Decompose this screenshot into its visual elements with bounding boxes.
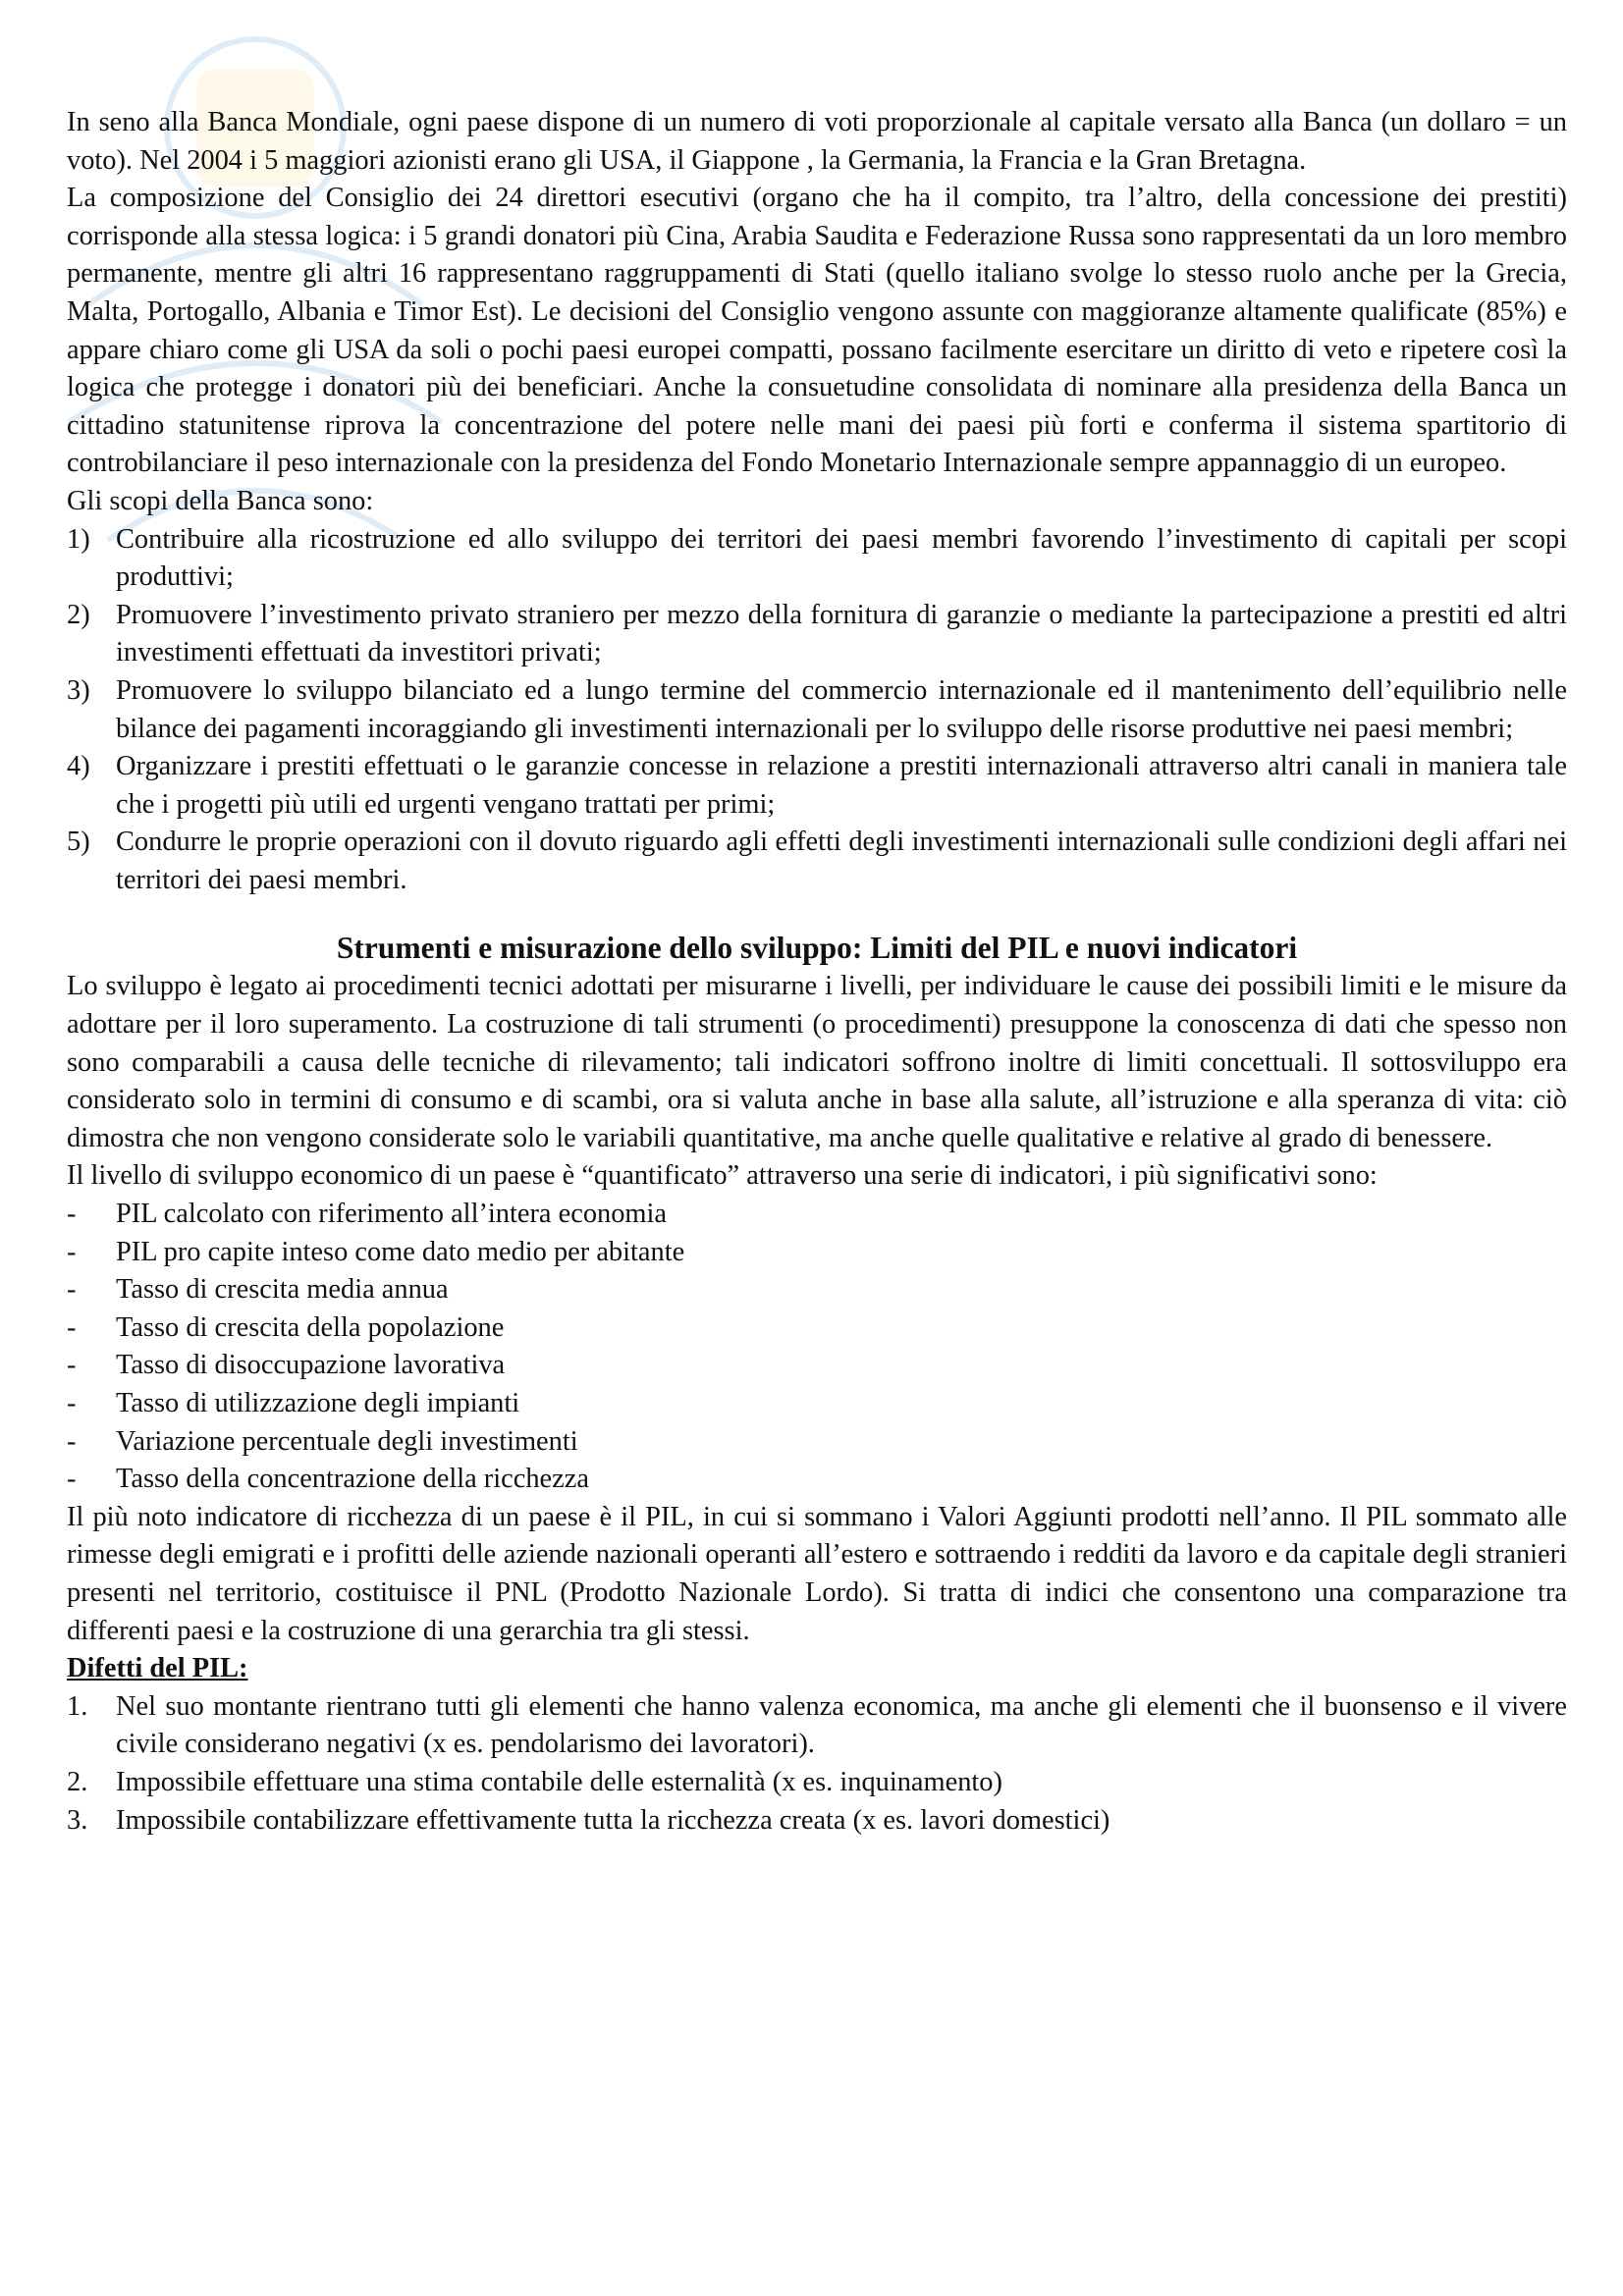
list-marker: - (67, 1425, 77, 1457)
list-marker: 1) (67, 523, 90, 555)
list-item-text: Tasso di crescita della popolazione (116, 1311, 505, 1343)
list-item-text: Nel suo montante rientrano tutti gli elementi che hanno valenza economica, ma anche gli elementi che il buonsenso e il vivere civile considerano negativi (x es. pendolarismo dei lavoratori). (116, 1690, 1567, 1760)
list-item (67, 1688, 1567, 1764)
list-marker: 2. (67, 1766, 88, 1797)
list-marker: 4) (67, 751, 90, 782)
list-item (67, 1764, 1567, 1802)
list-item (67, 672, 1567, 748)
list-marker: 3) (67, 674, 90, 706)
list-marker: 3. (67, 1804, 88, 1836)
list-item (67, 1385, 1567, 1423)
paragraph-indicatori-intro: Il livello di sviluppo economico di un paese è “quantificato” attraverso una serie di indicatori, i più significativi sono: (67, 1160, 1378, 1192)
list-item-text: Promuovere lo sviluppo bilanciato ed a lungo termine del commercio internazionale ed il mantenimento dell’equilibrio nelle bilance dei pagamenti incoraggiando gli investimenti internazionali per lo sviluppo delle risorse produttive nei paesi membri; (116, 674, 1567, 744)
list-item-text: Impossibile effettuare una stima contabile delle esternalità (x es. inquinamento) (116, 1766, 1002, 1797)
paragraph-pil: Il più noto indicatore di ricchezza di un paese è il PIL, in cui si sommano i Valori Aggiunti prodotti nell’anno. Il PIL sommato alle rimesse degli emigrati e i profitti delle aziende nazionali operanti all’estero e sottraendo i redditi da lavoro e da capitale degli stranieri presenti nel territorio, costituisce il PNL (Prodotto Nazionale Lordo). Si tratta di indici che consentono una comparazione tra differenti paesi e la costruzione di una gerarchia tra gli stessi. (67, 1501, 1567, 1646)
list-item-text: PIL calcolato con riferimento all’intera economia (116, 1199, 667, 1230)
list-item (67, 1347, 1567, 1385)
list-item (67, 1309, 1567, 1348)
paragraph-sviluppo: Lo sviluppo è legato ai procedimenti tecnici adottati per misurarne i livelli, per individuare le cause dei possibili limiti e le misure da adottare per il loro superamento. La costruzione di tali strumenti (o procedimenti) presuppone la conoscenza di dati che spesso non sono comparabili a causa delle tecniche di rilevamento; tali indicatori soffrono inoltre di limiti concettuali. Il sottosviluppo era considerato solo in termini di consumo e di scambi, ora si valuta anche in base alla salute, all’istruzione e alla speranza di vita: ciò dimostra che non vengono considerate solo le variabili quantitative, ma anche quelle qualitative e relative al grado di benessere. (67, 971, 1567, 1153)
list-item (67, 1802, 1567, 1841)
list-item-text: Impossibile contabilizzare effettivamente tutta la ricchezza creata (x es. lavori domestici) (116, 1804, 1110, 1836)
list-item-text: Organizzare i prestiti effettuati o le garanzie concesse in relazione a prestiti internazionali attraverso altri canali in maniera tale che i progetti più utili ed urgenti vengano trattati per primi; (116, 751, 1567, 820)
list-item-text: Variazione percentuale degli investimenti (116, 1425, 578, 1457)
list-marker: 5) (67, 827, 90, 858)
list-marker: 1. (67, 1690, 88, 1722)
list-item-text: Condurre le proprie operazioni con il dovuto riguardo agli effetti degli investimenti internazionali sulle condizioni degli affari nei territori dei paesi membri. (116, 827, 1567, 895)
list-item-text: Tasso di utilizzazione degli impianti (116, 1388, 520, 1418)
paragraph-consiglio: La composizione del Consiglio dei 24 direttori esecutivi (organo che ha il compito, tra l’altro, della concessione dei prestiti) corrisponde alla stessa logica: i 5 grandi donatori più Cina, Arabia Saudita e Federazione Russa sono rappresentati da un loro membro permanente, mentre gli altri 16 rappresentano raggruppamenti di Stati (quello italiano svolge lo stesso ruolo anche per la Grecia, Malta, Portogallo, Albania e Timor Est). Le decisioni del Consiglio vengono assunte con maggioranze altamente qualificate (85%) e appare chiaro come gli USA da soli o pochi paesi europei compatti, possano facilmente esercitare un diritto di veto e ripetere così la logica che protegge i donatori più dei beneficiari. Anche la consuetudine consolidata di nominare alla presidenza della Banca un cittadino statunitense riprova la concentrazione del potere nelle mani dei paesi più forti e conferma il sistema spartitorio di controbilanciare il peso internazionale con la presidenza del Fondo Monetario Internazionale sempre appannaggio di un europeo. (67, 183, 1567, 479)
paragraph-scopi-intro: Gli scopi della Banca sono: (67, 485, 374, 516)
difetti-list (67, 1688, 1567, 1840)
list-item (67, 1196, 1567, 1234)
list-item (67, 748, 1567, 824)
list-marker: - (67, 1311, 77, 1343)
list-marker: - (67, 1350, 77, 1381)
list-marker: - (67, 1388, 77, 1418)
list-item (67, 1271, 1567, 1309)
list-item (67, 1234, 1567, 1272)
list-item-text: PIL pro capite inteso come dato medio per abitante (116, 1236, 685, 1267)
list-item (67, 824, 1567, 899)
list-item (67, 1423, 1567, 1462)
list-item-text: Promuovere l’investimento privato straniero per mezzo della fornitura di garanzie o mediante la partecipazione a prestiti ed altri investimenti effettuati da investitori privati; (116, 599, 1567, 668)
list-item (67, 521, 1567, 597)
section-heading: Strumenti e misurazione dello sviluppo: Limiti del PIL e nuovi indicatori (336, 931, 1298, 966)
list-marker: 2) (67, 599, 90, 630)
list-item (67, 1461, 1567, 1499)
list-item-text: Contribuire alla ricostruzione ed allo sviluppo dei territori dei paesi membri favorendo l’investimento di capitali per scopi produttivi; (116, 523, 1567, 593)
difetti-heading: Difetti del PIL: (67, 1653, 248, 1684)
list-marker: - (67, 1274, 77, 1306)
list-item (67, 597, 1567, 672)
list-item-text: Tasso di crescita media annua (116, 1274, 449, 1306)
list-item-text: Tasso di disoccupazione lavorativa (116, 1350, 506, 1381)
list-marker: - (67, 1464, 77, 1495)
paragraph-voti: In seno alla Banca Mondiale, ogni paese dispone di un numero di voti proporzionale al capitale versato alla Banca (un dollaro = un voto). Nel 2004 i 5 maggiori azionisti erano gli USA, il Giappone , la Germania, la Francia e la Gran Bretagna. (67, 107, 1567, 176)
scopi-list (67, 521, 1567, 900)
list-marker: - (67, 1199, 77, 1230)
indicatori-list (67, 1196, 1567, 1499)
list-marker: - (67, 1236, 77, 1267)
list-item-text: Tasso della concentrazione della ricchezza (116, 1464, 589, 1495)
document-body (67, 104, 1567, 1840)
